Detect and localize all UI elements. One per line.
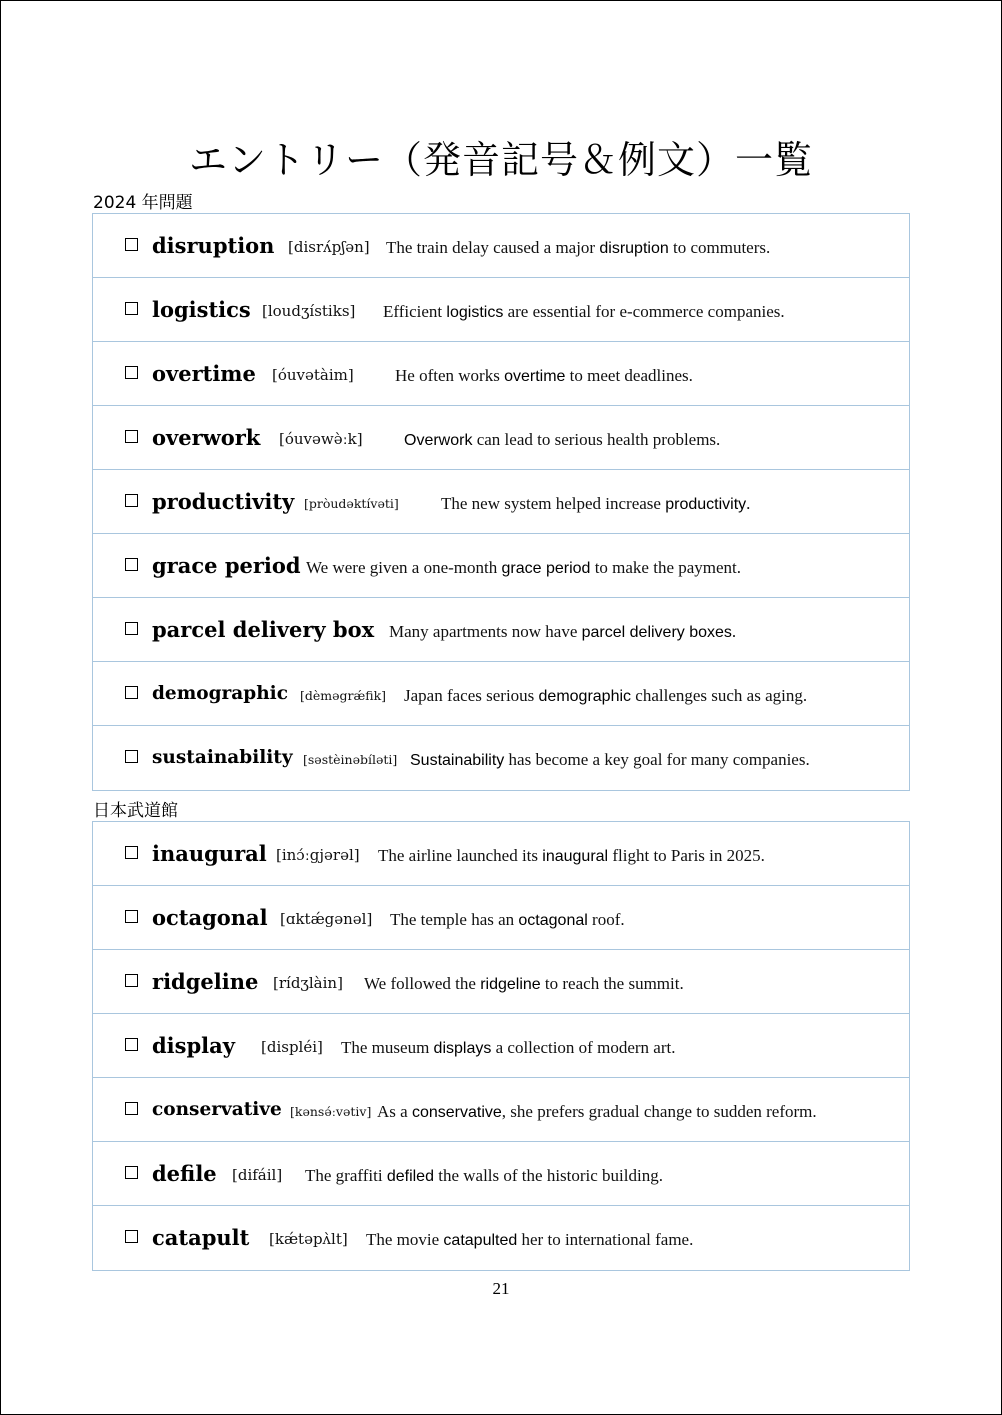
entry-row [93,278,909,342]
checkbox-icon[interactable] [125,974,138,987]
example-keyword: conservative [411,1104,502,1121]
entry-ipa: [kǽtəpʌ̀lt] [269,1230,348,1248]
example-pre: He often works [395,366,505,385]
example-pre: Japan faces serious [404,686,539,705]
entry-example [395,366,693,386]
entry-ipa: [óuvətàim] [272,366,354,384]
entry-row [93,822,909,886]
entry-example [404,430,720,450]
example-pre: The movie [366,1230,444,1249]
entry-row [93,470,909,534]
example-keyword: ridgeline [480,976,541,993]
example-keyword: Sustainability [410,752,505,769]
entry-example [366,1230,693,1250]
checkbox-icon[interactable] [125,558,138,571]
entry-ipa: [óuvəwə̀ːk] [279,430,363,448]
entry-example [390,910,625,930]
entry-row [93,406,909,470]
entry-word: conservative [152,1099,282,1120]
example-pre: We were given a one-month [306,558,502,577]
checkbox-icon[interactable] [125,430,138,443]
example-post: flight to Paris in 2025. [608,846,765,865]
entry-ipa: [displéi] [261,1038,323,1056]
entry-row [93,342,909,406]
checkbox-icon[interactable] [125,1166,138,1179]
example-post: to reach the summit. [540,974,684,993]
entry-example [341,1038,675,1058]
entry-ipa: [inɔ́ːgjərəl] [276,846,360,864]
example-pre: Efficient [383,302,447,321]
entry-example [305,1166,663,1186]
entry-row [93,1014,909,1078]
entry-ipa: [dèməgrǽfik] [300,688,387,703]
example-post: are essential for e-commerce companies. [503,302,785,321]
example-keyword: inaugural [542,848,609,865]
entry-word: sustainability [152,747,293,768]
entry-row [93,886,909,950]
entry-row [93,726,909,790]
entry-word: overtime [152,361,256,386]
example-post: . [746,494,751,513]
example-keyword: catapulted [443,1232,518,1249]
example-keyword: grace period [501,560,591,577]
entry-row [93,1206,909,1270]
entry-row [93,598,909,662]
example-pre: The airline launched its [378,846,543,865]
example-post: a collection of modern art. [491,1038,676,1057]
entry-ipa: [pròudəktívəti] [304,496,399,511]
example-keyword: octagonal [518,912,588,929]
example-keyword: disruption [599,240,669,257]
entry-box-budokan [92,821,910,1271]
example-keyword: productivity [665,496,747,513]
example-keyword: displays [433,1040,492,1057]
entry-ipa: [loudʒístiks] [262,302,356,320]
example-pre: As a [377,1102,412,1121]
example-pre: The museum [341,1038,434,1057]
checkbox-icon[interactable] [125,238,138,251]
checkbox-icon[interactable] [125,750,138,763]
entry-row [93,534,909,598]
entry-word: overwork [152,425,261,450]
entry-ipa: [difáil] [232,1166,283,1184]
example-post: challenges such as aging. [631,686,808,705]
example-post: can lead to serious health problems. [472,430,721,449]
example-pre: The new system helped increase [441,494,666,513]
entry-word: display [152,1033,235,1058]
entry-ipa: [səstèinəbíləti] [303,752,398,767]
example-post: . [731,622,737,641]
example-post: her to international fame. [517,1230,694,1249]
entry-example [441,494,750,514]
example-pre: Many apartments now have [389,622,582,641]
entry-ipa: [rídʒlàin] [273,974,343,992]
entry-example [386,238,770,258]
page-number: 21 [492,1279,510,1298]
example-pre: The graffiti [305,1166,387,1185]
entry-example [389,622,736,642]
entry-row [93,214,909,278]
example-keyword: logistics [446,304,504,321]
page-title: エントリー（発音記号＆例文）一覧 [188,138,813,182]
entry-example [378,846,765,866]
checkbox-icon[interactable] [125,622,138,635]
entry-word: octagonal [152,905,268,930]
entry-example [364,974,684,994]
entry-ipa: [kənsə́ːvətiv] [290,1104,372,1119]
entry-word: demographic [152,683,288,704]
entry-word: catapult [152,1225,250,1250]
entry-word: disruption [152,233,275,258]
example-post: has become a key goal for many companies. [504,750,810,769]
entry-word: inaugural [152,841,267,866]
checkbox-icon[interactable] [125,686,138,699]
entry-ipa: [disrʌ́pʃən] [288,238,370,256]
example-keyword: defiled [386,1168,434,1185]
example-pre: We followed the [364,974,481,993]
example-keyword: Overwork [404,432,473,449]
entry-word: ridgeline [152,969,259,994]
checkbox-icon[interactable] [125,302,138,315]
checkbox-icon[interactable] [125,1038,138,1051]
example-post: to meet deadlines. [565,366,693,385]
section-label-2024: 2024 年問題 [93,193,193,213]
example-post: , she prefers gradual change to sudden reform. [501,1102,817,1121]
entry-ipa: [ɑktǽgənəl] [280,910,373,928]
checkbox-icon[interactable] [125,846,138,859]
section-label-budokan: 日本武道館 [93,801,178,821]
example-keyword: demographic [538,688,632,705]
entry-example [404,686,807,706]
entry-box-2024 [92,213,910,791]
entry-word: productivity [152,489,295,514]
entry-example [377,1102,817,1122]
example-keyword: overtime [504,368,566,385]
entry-row [93,1142,909,1206]
example-post: to commuters. [668,238,771,257]
example-post: to make the payment. [590,558,742,577]
entry-example [383,302,785,322]
entry-row [93,662,909,726]
entry-word: defile [152,1161,217,1186]
entry-example [410,750,810,770]
entry-word: grace period [152,553,301,578]
checkbox-icon[interactable] [125,494,138,507]
checkbox-icon[interactable] [125,1230,138,1243]
checkbox-icon[interactable] [125,366,138,379]
checkbox-icon[interactable] [125,910,138,923]
example-pre: The train delay caused a major [386,238,600,257]
entry-word: parcel delivery box [152,617,375,642]
example-pre: The temple has an [390,910,519,929]
example-post: the walls of the historic building. [433,1166,663,1185]
entry-row [93,1078,909,1142]
example-post: roof. [587,910,625,929]
example-keyword: parcel delivery boxes [581,624,732,641]
entry-example [306,558,741,578]
entry-word: logistics [152,297,251,322]
checkbox-icon[interactable] [125,1102,138,1115]
entry-row [93,950,909,1014]
